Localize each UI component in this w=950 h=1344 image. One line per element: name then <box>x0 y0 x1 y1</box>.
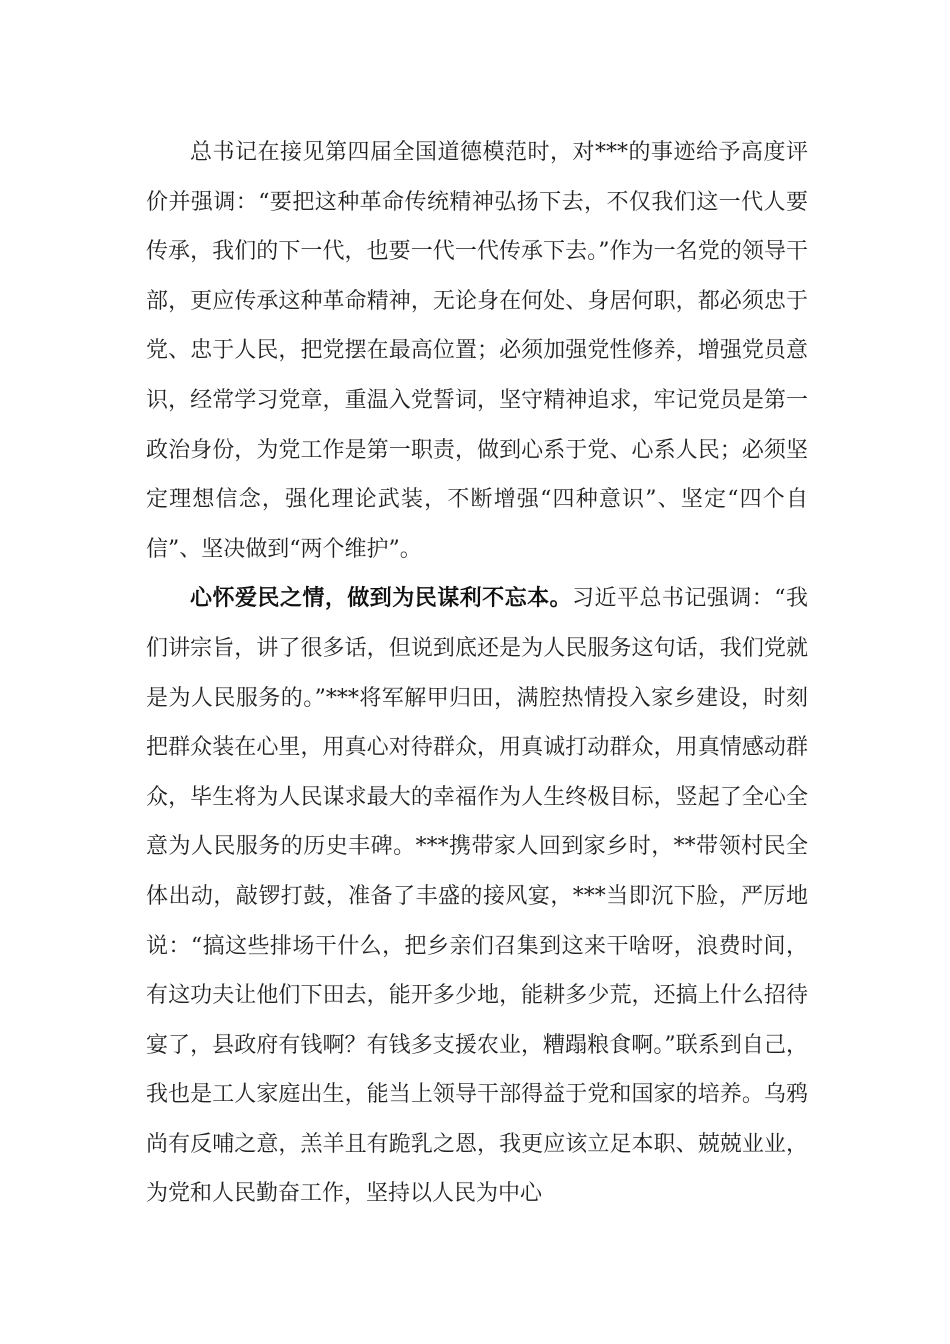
paragraph-2-text: 习近平总书记强调：“我们讲宗旨，讲了很多话，但说到底还是为人民服务这句话，我们党就是为人民服务的。”***将军解甲归田，满腔热情投入家乡建设，时刻把群众装在心里，用真心对待群众，用真诚打动群众，用真情感动群众，毕生将为人民谋求最大的幸福作为人生终极目标，竖起了全心全意为人民服务的历史丰碑。***携带家人回到家乡时，**带领村民全体出动，敲锣打鼓，准备了丰盛的接风宴，***当即沉下脸，严厉地说：“搞这些排场干什么，把乡亲们召集到这来干啥呀，浪费时间，有这功夫让他们下田去，能开多少地，能耕多少荒，还搞上什么招待宴了，县政府有钱啊？有钱多支援农业，糟蹋粮食啊。”联系到自己，我也是工人家庭出生，能当上领导干部得益于党和国家的培养。乌鸦尚有反哺之意，羔羊且有跪乳之恩，我更应该立足本职、兢兢业业，为党和人民勤奋工作，坚持以人民为中心 <box>146 586 808 1207</box>
body-text <box>146 128 808 1219</box>
paragraph-2 <box>146 574 808 1219</box>
paragraph-2-lead: 心怀爱民之情，做到为民谋利不忘本。 <box>190 585 573 612</box>
paragraph-1-text: 总书记在接见第四届全国道德模范时，对***的事迹给予高度评价并强调：“要把这种革命传统精神弘扬下去，不仅我们这一代人要传承，我们的下一代，也要一代一代传承下去。”作为一名党的领导干部，更应传承这种革命精神，无论身在何处、身居何职，都必须忠于党、忠于人民，把党摆在最高位置；必须加强党性修养，增强党员意识，经常学习党章，重温入党誓词，坚守精神追求，牢记党员是第一政治身份，为党工作是第一职责，做到心系于党、心系人民；必须坚定理想信念，强化理论武装，不断增强“四种意识”、坚定“四个自信”、坚决做到“两个维护”。 <box>146 140 808 562</box>
paragraph-1 <box>146 128 808 574</box>
